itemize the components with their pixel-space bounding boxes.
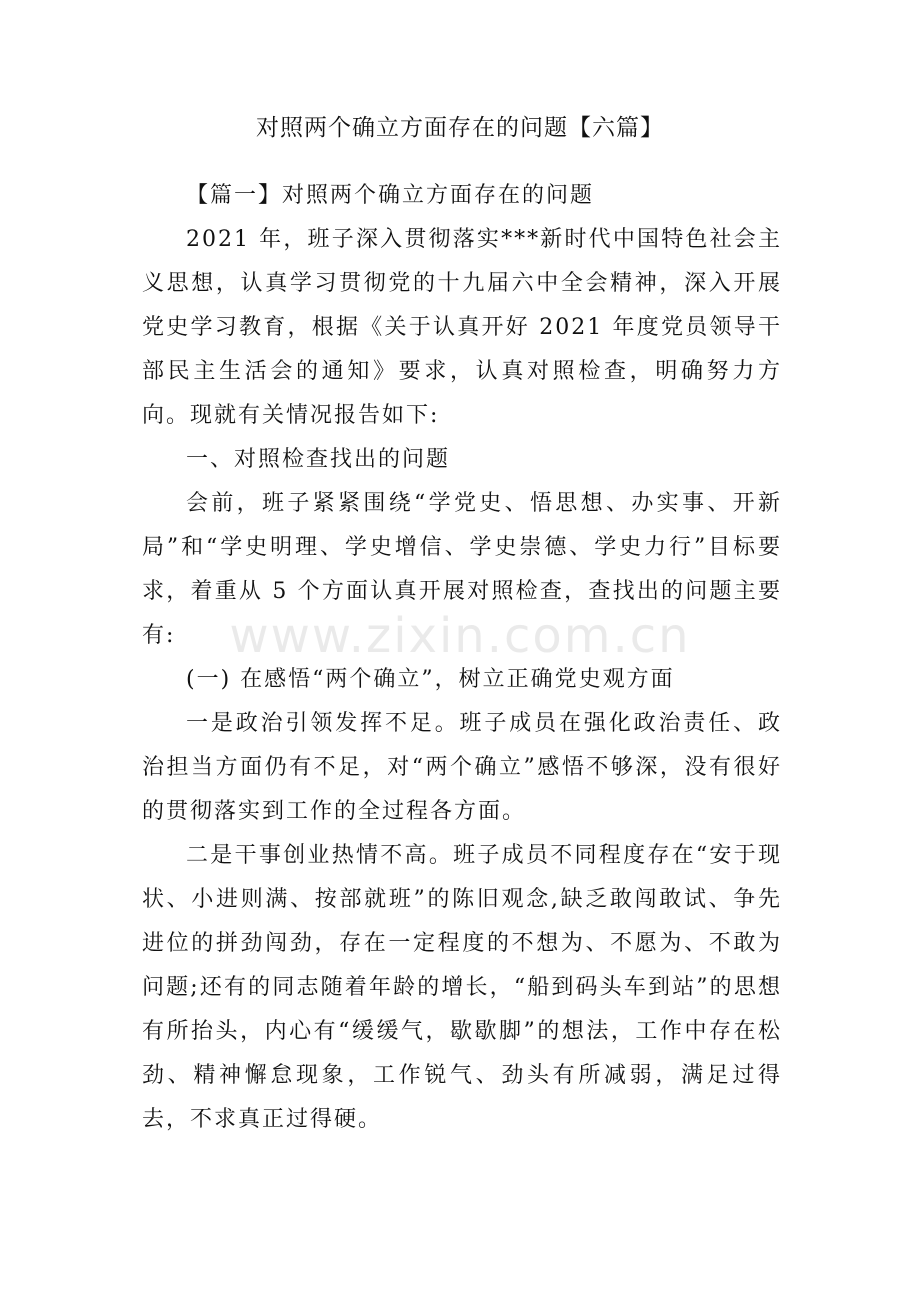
paragraph-point-two: 二是干事创业热情不高。班子成员不同程度存在“安于现状、小进则满、按部就班”的陈旧观念,缺乏敢闯敢试、争先进位的拼劲闯劲，存在一定程度的不想为、不愿为、不敢为问题;还有的同志随着年龄的增长，“船到码头车到站”的思想有所抬头，内心有“缓缓气，歇歇脚”的想法，工作中存在松劲、精神懈怠现象，工作锐气、劲头有所减弱，满足过得去，不求真正过得硬。 bbox=[142, 843, 782, 1132]
section-heading: 【篇一】对照两个确立方面存在的问题 bbox=[186, 183, 595, 208]
subheading-item-one: (一) 在感悟“两个确立”，树立正确党史观方面 bbox=[186, 667, 675, 692]
paragraph-meeting: 会前，班子紧紧围绕“学党史、悟思想、办实事、开新局”和“学史明理、学史增信、学史崇德、学史力行”目标要求，着重从 5 个方面认真开展对照检查，查找出的问题主要有: bbox=[142, 491, 782, 648]
subheading-problems: 一、对照检查找出的问题 bbox=[186, 447, 451, 472]
watermark: www.zixin.com.cn bbox=[229, 608, 691, 664]
paragraph-intro: 2021 年，班子深入贯彻落实***新时代中国特色社会主义思想，认真学习贯彻党的十九届六中全会精神，深入开展党史学习教育，根据《关于认真开好 2021 年度党员领导干部民主生活会的通知》要求，认真对照检查，明确努力方向。现就有关情况报告如下: bbox=[142, 227, 782, 428]
document-body bbox=[142, 174, 782, 1142]
document-title: 对照两个确立方面存在的问题【六篇】 bbox=[256, 115, 664, 141]
paragraph-point-one: 一是政治引领发挥不足。班子成员在强化政治责任、政治担当方面仍有不足，对“两个确立”感悟不够深，没有很好的贯彻落实到工作的全过程各方面。 bbox=[142, 711, 782, 824]
